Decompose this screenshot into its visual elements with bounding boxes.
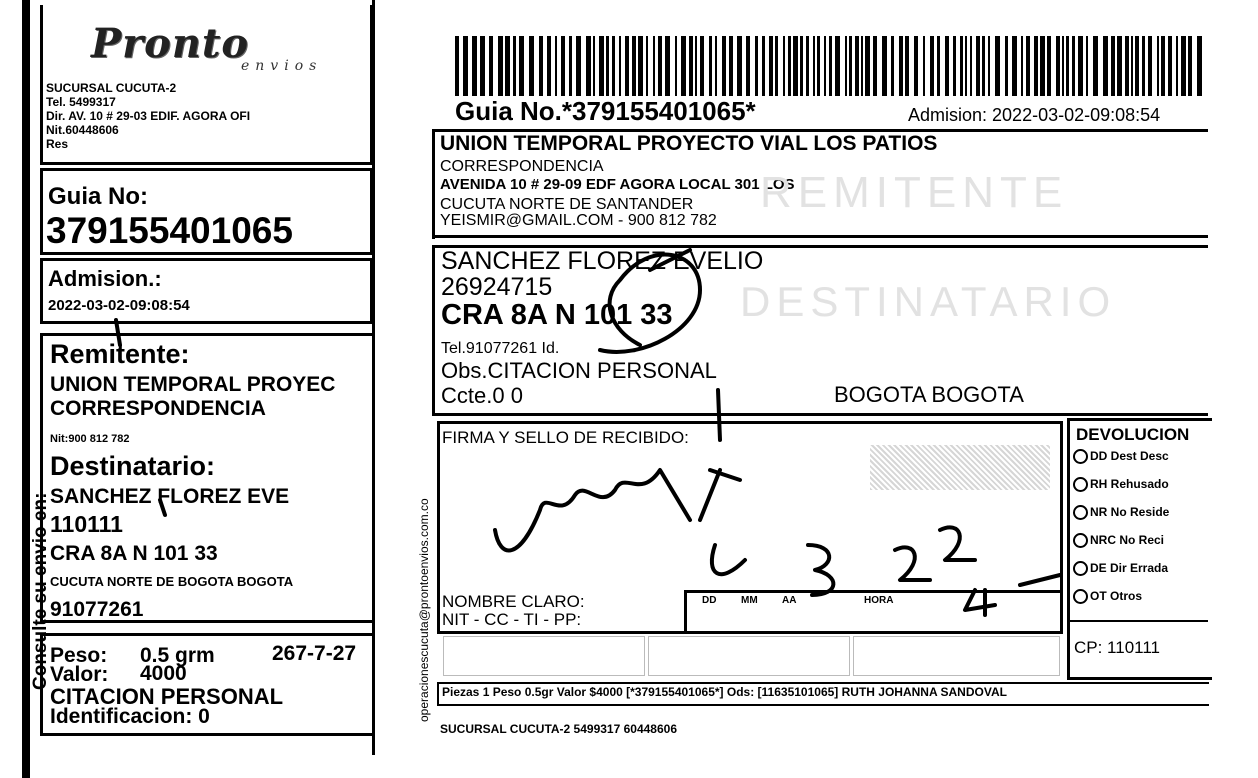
ghost-destinatario: DESTINATARIO xyxy=(740,278,1117,325)
nit-cc-label: NIT - CC - TI - PP: xyxy=(442,610,582,629)
sender-name: UNION TEMPORAL PROYECTO VIAL LOS PATIOS xyxy=(440,132,938,155)
footer-sucursal: SUCURSAL CUCUTA-2 5499317 60448606 xyxy=(440,722,677,736)
sender-address: AVENIDA 10 # 29-09 EDF AGORA LOCAL 301 LOS xyxy=(440,176,795,193)
devolucion-option[interactable]: NR No Reside xyxy=(1073,505,1207,533)
date-hdr-hora: HORA xyxy=(864,595,894,606)
guia-line: Guia No.*379155401065* xyxy=(455,96,756,126)
sender-area: CORRESPONDENCIA xyxy=(440,158,604,175)
dest-phone: 91077261 xyxy=(50,598,144,621)
peso-code: 267-7-27 xyxy=(272,642,357,665)
devolucion-option[interactable]: DE Dir Errada xyxy=(1073,561,1207,589)
dest-code: 110111 xyxy=(50,511,123,537)
stub-admision-value: 2022-03-02-09:08:54 xyxy=(48,297,190,314)
date-scribble-4 xyxy=(965,575,1060,615)
pen-stroke-center xyxy=(718,390,720,440)
devolucion-option[interactable]: NRC No Reci xyxy=(1073,533,1207,561)
identificacion-text: Identificacion: 0 xyxy=(50,705,210,728)
footer-line: Piezas 1 Peso 0.5gr Valor $4000 [*379155401065*] Ods: [11635101065] RUTH JOHANNA SANDOVAL xyxy=(442,685,1007,699)
stub-admision-label: Admision.: xyxy=(48,266,162,291)
city-text: BOGOTA BOGOTA xyxy=(834,382,1024,407)
devolucion-option[interactable]: RH Rehusado xyxy=(1073,477,1207,505)
valor-label: Valor: xyxy=(50,663,109,686)
remitente-nit: Nit:900 812 782 xyxy=(50,433,130,445)
ghost-remitente: REMITENTE xyxy=(760,168,1069,217)
res-text: Res xyxy=(46,137,69,151)
recipient-id: 26924715 xyxy=(441,273,553,301)
remitente-label: Remitente: xyxy=(50,339,190,369)
nombre-claro-label: NOMBRE CLARO: xyxy=(442,592,585,611)
obs-text: Obs.CITACION PERSONAL xyxy=(441,358,717,383)
pronto-logo: Pronto envios xyxy=(91,20,323,74)
devolucion-label: DEVOLUCION xyxy=(1076,425,1190,444)
pen-tick-left xyxy=(116,320,165,515)
sucursal-text: SUCURSAL CUCUTA-2 xyxy=(46,81,177,95)
date-hdr-dd: DD xyxy=(702,595,717,606)
dir-text: Dir. AV. 10 # 29-03 EDIF. AGORA OFI xyxy=(46,109,251,123)
recipient-address: CRA 8A N 101 33 xyxy=(441,299,673,331)
sender-city: CUCUTA NORTE DE SANTANDER xyxy=(440,196,694,213)
consulte-vertical: Consulte su envio en: xyxy=(30,492,51,690)
remitente-name: UNION TEMPORAL PROYEC xyxy=(50,373,336,396)
email-vertical: operacionescucuta@prontoenvios.com.co xyxy=(417,498,431,722)
firma-label: FIRMA Y SELLO DE RECIBIDO: xyxy=(442,428,689,447)
peso-value: 0.5 grm xyxy=(140,644,215,667)
stub-guia-label: Guia No: xyxy=(48,183,148,210)
date-scribble-22 xyxy=(895,527,975,580)
cp-text: CP: 110111 xyxy=(1074,638,1161,657)
citacion-text: CITACION PERSONAL xyxy=(50,684,284,709)
admision-line: Admision: 2022-03-02-09:08:54 xyxy=(908,105,1161,125)
recipient-name: SANCHEZ FLOREZ EVELIO xyxy=(441,247,764,275)
date-scribble-3 xyxy=(808,545,833,595)
tel-text: Tel. 5499317 xyxy=(46,95,116,109)
sender-contact: YEISMIR@GMAIL.COM - 900 812 782 xyxy=(440,212,717,229)
date-hdr-aa: AA xyxy=(782,595,797,606)
valor-value: 4000 xyxy=(140,662,187,685)
devolucion-option[interactable]: OT Otros xyxy=(1073,589,1207,617)
peso-label: Peso: xyxy=(50,644,108,667)
signature-scribble xyxy=(495,470,740,550)
dest-city: CUCUTA NORTE DE BOGOTA BOGOTA xyxy=(50,574,294,589)
remitente-area: CORRESPONDENCIA xyxy=(50,397,266,420)
date-scribble-1 xyxy=(712,545,745,574)
ccte-text: Ccte.0 0 xyxy=(441,383,523,408)
devolucion-option[interactable]: DD Dest Desc xyxy=(1073,449,1207,477)
dest-name: SANCHEZ FLOREZ EVE xyxy=(50,485,290,508)
stub-guia-number: 379155401065 xyxy=(46,210,293,251)
dest-address: CRA 8A N 101 33 xyxy=(50,542,218,565)
recipient-tel: Tel.91077261 Id. xyxy=(441,340,560,357)
nit-text: Nit.60448606 xyxy=(46,123,119,137)
date-hdr-mm: MM xyxy=(741,595,758,606)
destinatario-label: Destinatario: xyxy=(50,451,216,481)
